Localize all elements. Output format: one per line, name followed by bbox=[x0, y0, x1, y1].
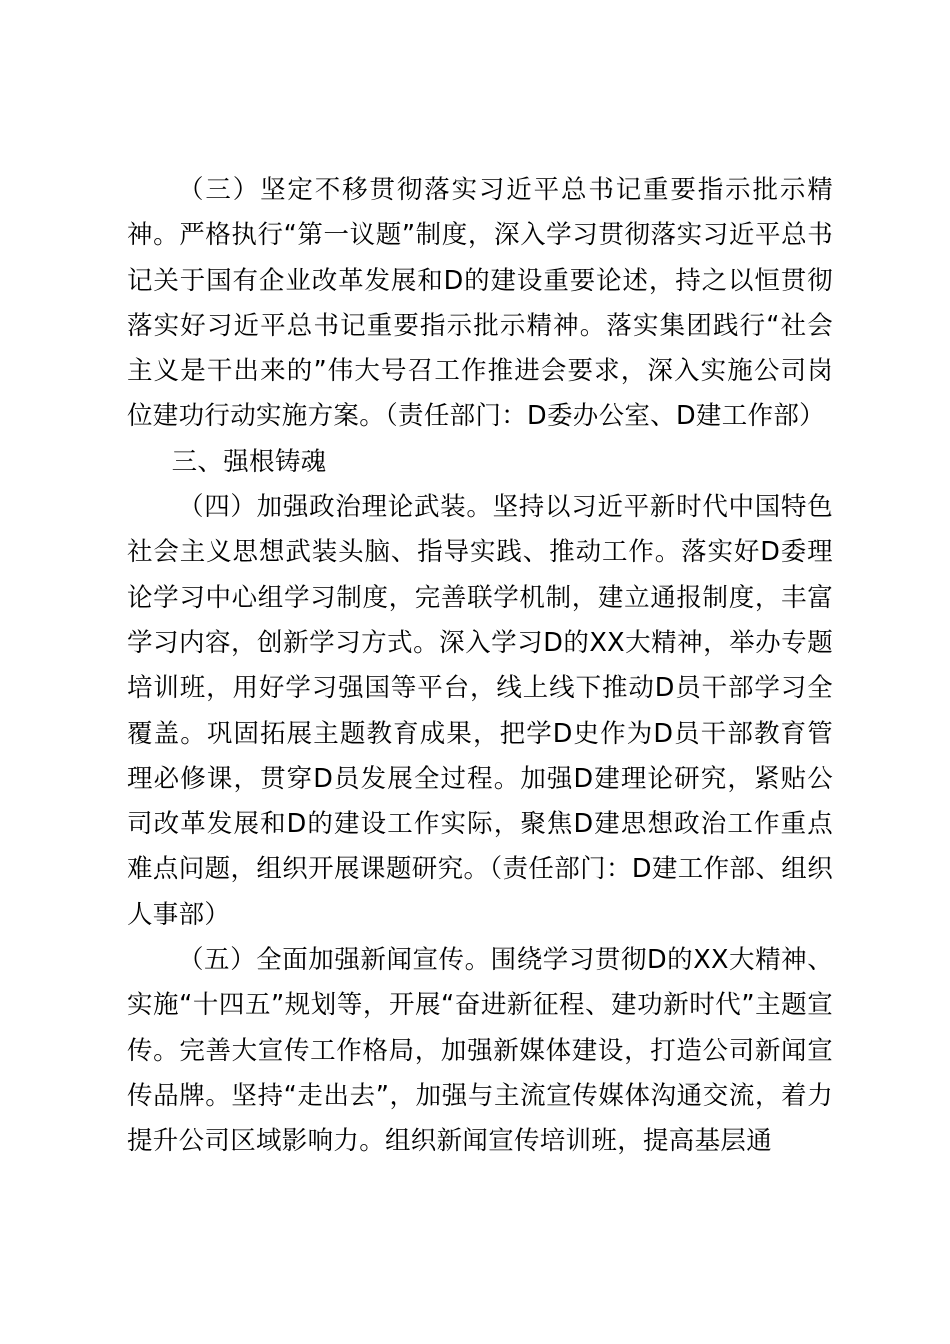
paragraph-item-3: （三）坚定不移贯彻落实习近平总书记重要指示批示精神。严格执行“第一议题”制度，深入学习贯彻落实习近平总书记关于国有企业改革发展和D的建设重要论述，持之以恒贯彻落实好习近平总书记重要指示批示精神。落实集团践行“社会主义是干出来的”伟大号召工作推进会要求，深入实施公司岗位建功行动实施方案。（责任部门：D委办公室、D建工作部） bbox=[127, 175, 833, 432]
section-heading-strengthen-roots: 三、强根铸魂 bbox=[171, 446, 327, 477]
document-body bbox=[127, 168, 833, 1165]
paragraph-item-5: （五）全面加强新闻宣传。围绕学习贯彻D的XX大精神、实施“十四五”规划等，开展“奋进新征程、建功新时代”主题宣传。完善大宣传工作格局，加强新媒体建设，打造公司新闻宣传品牌。坚持“走出去”，加强与主流宣传媒体沟通交流，着力提升公司区域影响力。组织新闻宣传培训班，提高基层通 bbox=[127, 945, 833, 1157]
paragraph-item-4: （四）加强政治理论武装。坚持以习近平新时代中国特色社会主义思想武装头脑、指导实践、推动工作。落实好D委理论学习中心组学习制度，完善联学机制，建立通报制度，丰富学习内容，创新学习方式。深入学习D的XX大精神，举办专题培训班，用好学习强国等平台，线上线下推动D员干部学习全覆盖。巩固拓展主题教育成果，把学D史作为D员干部教育管理必修课，贯穿D员发展全过程。加强D建理论研究，紧贴公司改革发展和D的建设工作实际，聚焦D建思想政治工作重点难点问题，组织开展课题研究。（责任部门：D建工作部、组织人事部） bbox=[127, 492, 833, 930]
